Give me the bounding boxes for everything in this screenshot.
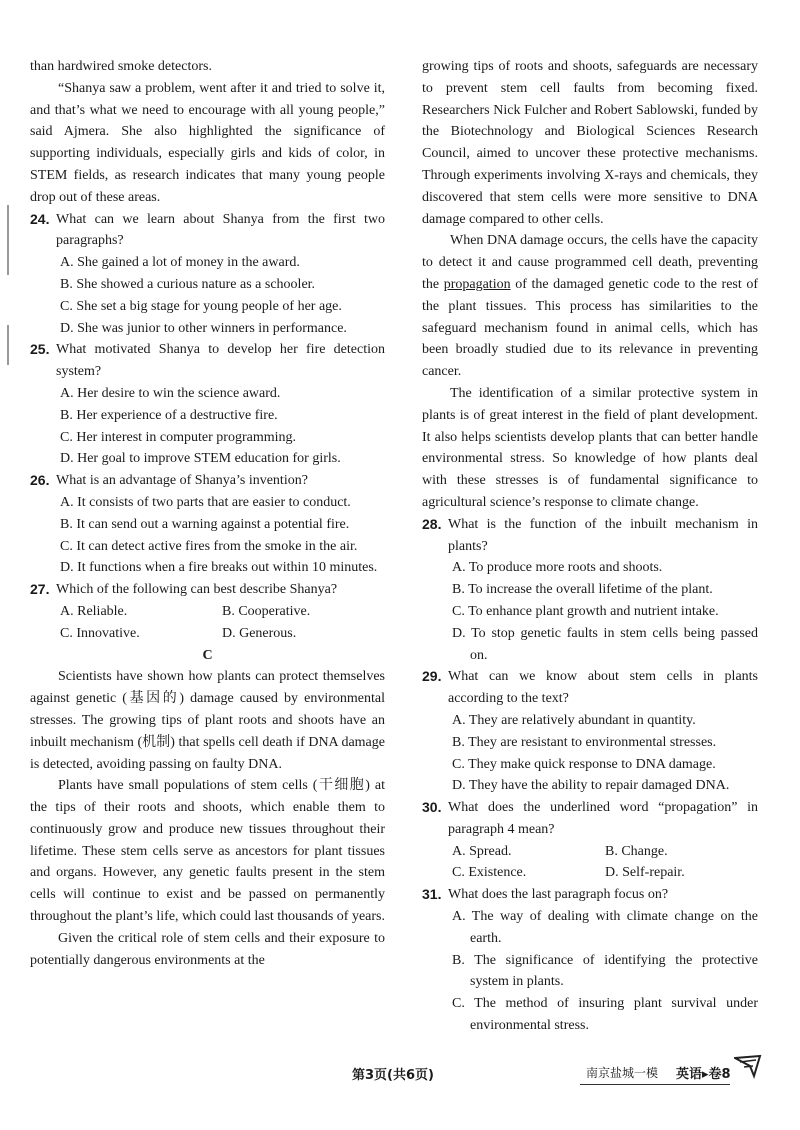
margin-mark bbox=[7, 325, 9, 365]
option-a: A. The way of dealing with climate change on the earth. bbox=[452, 909, 758, 946]
option-b: B. She showed a curious nature as a schooler. bbox=[60, 276, 316, 292]
option-b: B. The significance of identifying the protective system in plants. bbox=[452, 952, 758, 990]
question-28 bbox=[422, 514, 758, 558]
option-b: B. Change. bbox=[605, 843, 668, 859]
paragraph: “Shanya saw a problem, went after it and tried to solve it, and that’s what we need to encourage with all young people,” said Ajmera. She also highlighted the significance of supporting individuals, especially girls and kids of color, in STEM fields, as research indicates that many young people drop out of these areas. bbox=[30, 80, 385, 205]
question-number: 31. bbox=[422, 886, 442, 903]
text-run: of the damaged genetic code to the rest of the plant tissues. This process has similarities to the safeguard mechanism found in animal cells, which has been broadly studied due to its relevance in preventing cancer. bbox=[422, 276, 759, 380]
option-d: D. Self-repair. bbox=[605, 865, 685, 881]
question-number: 26. bbox=[30, 472, 50, 489]
option-b: B. It can send out a warning against a potential fire. bbox=[60, 516, 350, 532]
option-a: A. They are relatively abundant in quantity. bbox=[452, 712, 696, 728]
option-b: B. They are resistant to environmental stresses. bbox=[452, 734, 717, 750]
option-b: B. To increase the overall lifetime of the plant. bbox=[452, 582, 713, 598]
option-c: C. Her interest in computer programming. bbox=[60, 429, 296, 445]
subject-label: 英语▸卷8 bbox=[676, 1067, 731, 1082]
question-stem: What motivated Shanya to develop her fire detection system? bbox=[56, 342, 385, 380]
option-a: A. Reliable. bbox=[60, 603, 128, 619]
paragraph: Given the critical role of stem cells and their exposure to potentially dangerous environments at the bbox=[30, 930, 385, 968]
option-row bbox=[422, 841, 758, 863]
option-d: D. She was junior to other winners in performance. bbox=[60, 320, 347, 336]
left-column bbox=[30, 56, 385, 971]
option-c: C. The method of insuring plant survival under environmental stress. bbox=[452, 996, 758, 1034]
question-stem: What is an advantage of Shanya’s invention? bbox=[56, 473, 308, 489]
question-25 bbox=[30, 339, 385, 383]
option-b: B. Cooperative. bbox=[222, 603, 311, 619]
underlined-word: propagation bbox=[443, 276, 511, 292]
paragraph: Scientists have shown how plants can protect themselves against genetic (基因的) damage caused by environmental stresses. The growing tips of plant roots and shoots have an inbuilt mechanism (机制) that spells cell death if DNA damage is detected, avoiding passing on faulty DNA. bbox=[30, 669, 385, 772]
question-number: 30. bbox=[422, 799, 442, 816]
exam-name: 南京盐城一模 bbox=[586, 1066, 659, 1080]
publisher-logo-icon bbox=[734, 1054, 762, 1085]
option-d: D. Her goal to improve STEM education for girls. bbox=[60, 451, 341, 467]
option-b: B. Her experience of a destructive fire. bbox=[60, 407, 278, 423]
option-a: A. To produce more roots and shoots. bbox=[452, 560, 663, 576]
section-heading: C bbox=[202, 647, 213, 663]
question-number: 28. bbox=[422, 515, 442, 532]
option-c: C. To enhance plant growth and nutrient intake. bbox=[452, 603, 719, 619]
question-stem: Which of the following can best describe Shanya? bbox=[56, 582, 338, 598]
option-d: D. They have the ability to repair damaged DNA. bbox=[452, 778, 730, 794]
option-c: C. She set a big stage for young people of her age. bbox=[60, 298, 342, 314]
option-d: D. Generous. bbox=[222, 625, 297, 641]
question-29 bbox=[422, 666, 758, 710]
question-number: 27. bbox=[30, 581, 50, 598]
question-30 bbox=[422, 797, 758, 841]
option-c: C. Innovative. bbox=[60, 625, 140, 641]
margin-mark bbox=[7, 205, 9, 275]
question-stem: What does the last paragraph focus on? bbox=[448, 887, 669, 903]
question-stem: What is the function of the inbuilt mechanism in plants? bbox=[448, 516, 758, 554]
question-31 bbox=[422, 884, 758, 906]
option-c: C. It can detect active fires from the smoke in the air. bbox=[60, 538, 358, 554]
option-row bbox=[422, 862, 758, 884]
question-26 bbox=[30, 470, 385, 492]
option-c: C. Existence. bbox=[452, 865, 527, 881]
question-stem: What does the underlined word “propagation” in paragraph 4 mean? bbox=[448, 800, 758, 837]
footer-rule bbox=[580, 1084, 730, 1085]
option-c: C. They make quick response to DNA damage. bbox=[452, 756, 716, 772]
right-column bbox=[422, 56, 758, 1037]
paragraph: than hardwired smoke detectors. bbox=[30, 59, 212, 74]
option-a: A. Her desire to win the science award. bbox=[60, 385, 281, 401]
paragraph bbox=[422, 230, 758, 383]
paragraph: The identification of a similar protective system in plants is of great interest in the field of plant development. It also helps scientists develop plants that can better handle environmental stress. So knowledge of how plants deal with these stresses is of fundamental significance to agricultural science’s response to climate change. bbox=[422, 385, 758, 510]
option-row bbox=[30, 623, 385, 645]
question-number: 29. bbox=[422, 668, 442, 685]
question-stem: What can we know about stem cells in plants according to the text? bbox=[448, 669, 758, 707]
option-a: A. It consists of two parts that are easier to conduct. bbox=[60, 494, 351, 510]
page-number: 第3页(共6页) bbox=[352, 1068, 434, 1083]
option-a: A. Spread. bbox=[452, 843, 512, 859]
question-27 bbox=[30, 579, 385, 601]
paragraph: growing tips of roots and shoots, safeguards are necessary to prevent stem cell faults from becoming fixed. Researchers Nick Fulcher and Robert Sablowski, funded by the Biotechnology and Biological Sciences Research Council, aimed to uncover these protective mechanisms. Through experiments involving X-rays and chemicals, they discovered that stem cells were more sensitive to DNA damage compared to other cells. bbox=[422, 59, 758, 227]
option-row bbox=[30, 601, 385, 623]
paragraph: Plants have small populations of stem cells (干细胞) at the tips of their roots and shoots, which enable them to continuously grow and produce new tissues throughout their lifetime. These stem cells serve as ancestors for plant tissues and organs. However, any genetic faults present in the stem cells will continue to exist and be passed on permanently throughout the plant’s life, which could last thousands of years. bbox=[30, 778, 385, 925]
text-run: When DNA damage occurs, the cells have the capacity to detect it and cause programmed cell death, preventing the bbox=[422, 233, 758, 292]
option-d: D. To stop genetic faults in stem cells being passed on. bbox=[452, 625, 758, 663]
question-24 bbox=[30, 209, 385, 253]
question-number: 24. bbox=[30, 210, 50, 227]
option-d: D. It functions when a fire breaks out within 10 minutes. bbox=[60, 560, 378, 576]
question-number: 25. bbox=[30, 341, 50, 358]
option-a: A. She gained a lot of money in the award. bbox=[60, 255, 300, 271]
question-stem: What can we learn about Shanya from the first two paragraphs? bbox=[56, 211, 385, 249]
